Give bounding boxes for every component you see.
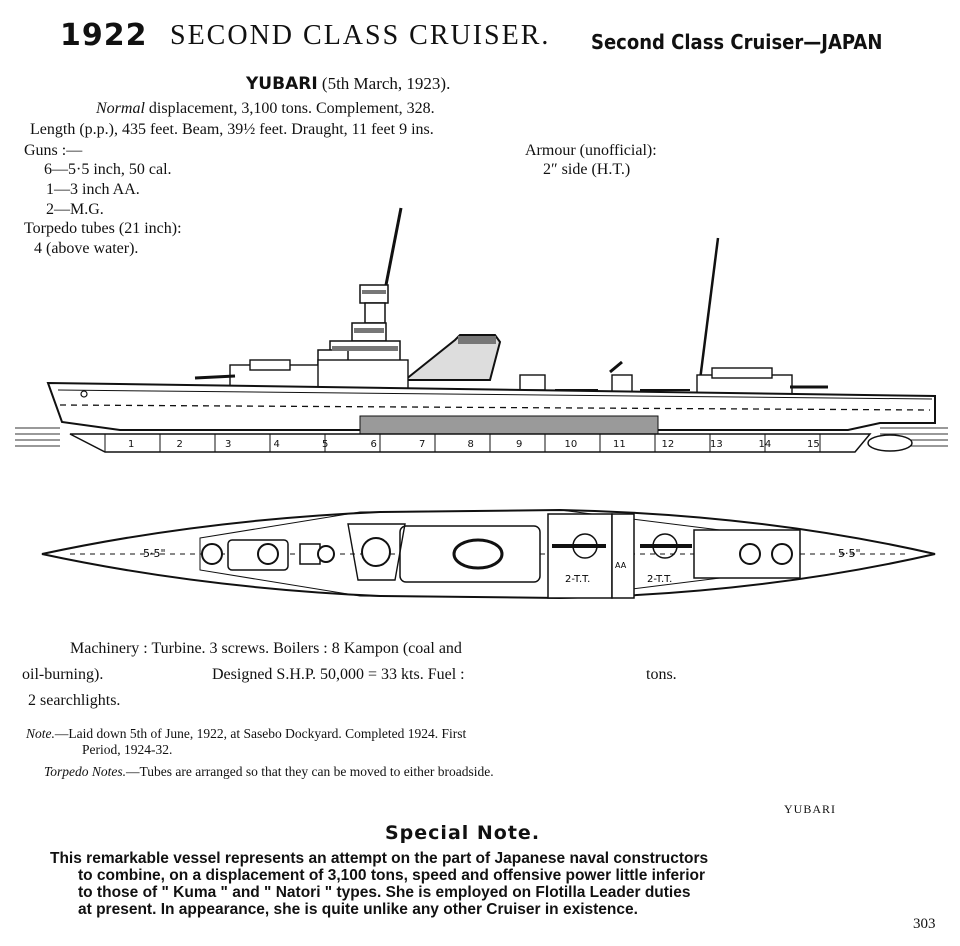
note-label: Note. bbox=[26, 726, 55, 741]
ship-date: (5th March, 1923). bbox=[321, 74, 451, 93]
profile-section-number: 4 bbox=[273, 439, 280, 450]
normal-label: Normal bbox=[96, 100, 145, 117]
profile-section-number: 3 bbox=[225, 439, 232, 450]
special-note-line: to those of " Kuma " and " Natori " types. She is employed on Flotilla Leader duties bbox=[78, 884, 691, 901]
torpedo-note-label: Torpedo Notes. bbox=[44, 764, 127, 779]
profile-section-number: 5 bbox=[322, 439, 329, 450]
profile-section-number: 8 bbox=[467, 439, 474, 450]
note-line-2: Period, 1924-32. bbox=[82, 742, 173, 757]
profile-section-number: 13 bbox=[710, 439, 723, 450]
profile-section-number: 14 bbox=[758, 439, 772, 450]
profile-section-number: 7 bbox=[419, 439, 426, 450]
plan-tt2-label: 2-T.T. bbox=[647, 574, 673, 585]
displacement-text: displacement, 3,100 tons. Complement, 328. bbox=[148, 100, 435, 117]
profile-section-number: 2 bbox=[176, 439, 183, 450]
profile-section-number: 9 bbox=[516, 439, 523, 450]
ship-name: YUBARI bbox=[246, 74, 318, 94]
guns-heading: Guns :— bbox=[24, 142, 83, 159]
plan-aa-label: AA bbox=[615, 561, 627, 570]
profile-section-number: 10 bbox=[564, 439, 578, 450]
displacement-line bbox=[96, 100, 435, 118]
plan-fwd-gun-label: 5·5" bbox=[143, 547, 166, 560]
note-text: —Laid down 5th of June, 1922, at Sasebo Dockyard. Completed 1924. First bbox=[54, 726, 467, 741]
special-note-line: at present. In appearance, she is quite unlike any other Cruiser in existence. bbox=[78, 901, 638, 918]
ship-plan-drawing bbox=[0, 500, 960, 610]
armour-heading: Armour (unofficial): bbox=[525, 142, 657, 159]
profile-section-number: 1 bbox=[128, 439, 135, 450]
machinery-line-2a: oil-burning). bbox=[22, 666, 104, 683]
note-line-1 bbox=[26, 726, 466, 742]
torpedo-item: 4 (above water). bbox=[34, 240, 139, 257]
figure-caption: YUBARI bbox=[784, 802, 837, 816]
special-note-line: to combine, on a displacement of 3,100 tons, speed and offensive power little inferior bbox=[78, 867, 706, 884]
torpedo-note bbox=[44, 764, 494, 780]
special-note-body bbox=[50, 850, 900, 918]
gun-item: 2—M.G. bbox=[46, 201, 104, 218]
profile-section-number: 15 bbox=[807, 439, 820, 450]
machinery-line-3: 2 searchlights. bbox=[28, 692, 121, 709]
plan-tt1-label: 2-T.T. bbox=[565, 574, 591, 585]
plan-aft-gun-label: 5·5" bbox=[838, 547, 861, 560]
machinery-line-1: Machinery : Turbine. 3 screws. Boilers : 8 Kampon (coal and bbox=[70, 640, 462, 657]
ship-heading bbox=[246, 74, 450, 94]
ship-profile-drawing bbox=[0, 200, 960, 470]
page-year: 1922 bbox=[60, 18, 148, 53]
machinery-line-2c: tons. bbox=[646, 666, 677, 683]
dimensions-line: Length (p.p.), 435 feet. Beam, 39½ feet. Draught, 11 feet 9 ins. bbox=[30, 121, 434, 138]
profile-section-number: 6 bbox=[370, 439, 377, 450]
torpedo-note-text: —Tubes are arranged so that they can be moved to either broadside. bbox=[126, 764, 494, 779]
profile-section-number: 12 bbox=[661, 439, 675, 450]
machinery-line-2b: Designed S.H.P. 50,000 = 33 kts. Fuel : bbox=[212, 666, 465, 683]
page-title: SECOND CLASS CRUISER. bbox=[170, 20, 551, 51]
section-title: Second Class Cruiser—JAPAN bbox=[591, 30, 883, 54]
profile-section-number: 11 bbox=[613, 439, 626, 450]
gun-item: 1—3 inch AA. bbox=[46, 181, 140, 198]
armour-item: 2″ side (H.T.) bbox=[543, 161, 631, 178]
torpedo-heading: Torpedo tubes (21 inch): bbox=[24, 220, 182, 237]
page-number: 303 bbox=[913, 916, 936, 932]
special-note-line: This remarkable vessel represents an attempt on the part of Japanese naval constructors bbox=[50, 850, 709, 867]
special-note-heading: Special Note. bbox=[385, 822, 541, 844]
gun-item: 6—5·5 inch, 50 cal. bbox=[44, 161, 172, 178]
